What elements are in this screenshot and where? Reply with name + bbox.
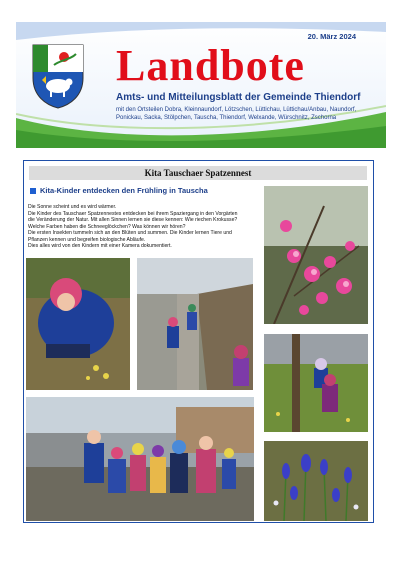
- newspaper-subtitle: Amts- und Mitteilungsblatt der Gemeinde Thiendorf: [116, 92, 361, 103]
- article-line: Dies alles wird von den Kindern mit einer Kamera dokumentiert.: [28, 243, 172, 249]
- article-frame: [23, 160, 374, 523]
- article-line: Die Sonne scheint und es wird wärmer.: [28, 204, 117, 210]
- photo-child-crouching: [26, 258, 130, 390]
- masthead: [16, 22, 386, 148]
- village-list: mit den Ortsteilen Dobra, Kleinnaundorf, Lötzschen, Lüttichau, Lüttichau/Anbau, Naundorf, Ponickau, Sacka, Stölpchen, Tauscha, Thiendorf, Welxande, Würschnitz, Zschorna: [116, 107, 357, 122]
- newspaper-title: Landbote: [116, 41, 305, 90]
- photo-kids-group: [26, 397, 254, 521]
- section-title-bar: Kita Tauschaer Spatzennest: [29, 166, 367, 180]
- photo-blue-crocus: [264, 441, 368, 521]
- photo-pink-blossoms: [264, 186, 368, 324]
- article-line: Die ersten Insekten tummeln sich an den Blüten und summen. Die Kinder lernen Tiere und: [28, 230, 232, 236]
- article-line: Die Kinder des Tauschaer Spatzennestes entdecken bei ihrem Spaziergang in den Vorgärten: [28, 210, 238, 217]
- photo-kids-meadow: [264, 334, 368, 432]
- issue-date: 20. März 2024: [307, 32, 356, 41]
- bullet-square-icon: [30, 188, 36, 194]
- article-line: Pflanzen kennen und begreifen biologische Abläufe.: [28, 236, 146, 243]
- article-headline-text: Kita-Kinder entdecken den Frühling in Tauscha: [40, 186, 208, 195]
- article-line: Welche Farben haben die Schneeglöckchen? Was können wir hören?: [28, 223, 186, 230]
- article-line: die Veränderung der Natur. Mit allen Sinnen lernen sie diese kennen: Wie riechen Krokusse?: [28, 217, 238, 223]
- municipal-coat-of-arms: [30, 42, 86, 110]
- article-headline: [30, 186, 208, 195]
- photo-kids-walking-path: [137, 258, 253, 390]
- article-body: [28, 204, 260, 250]
